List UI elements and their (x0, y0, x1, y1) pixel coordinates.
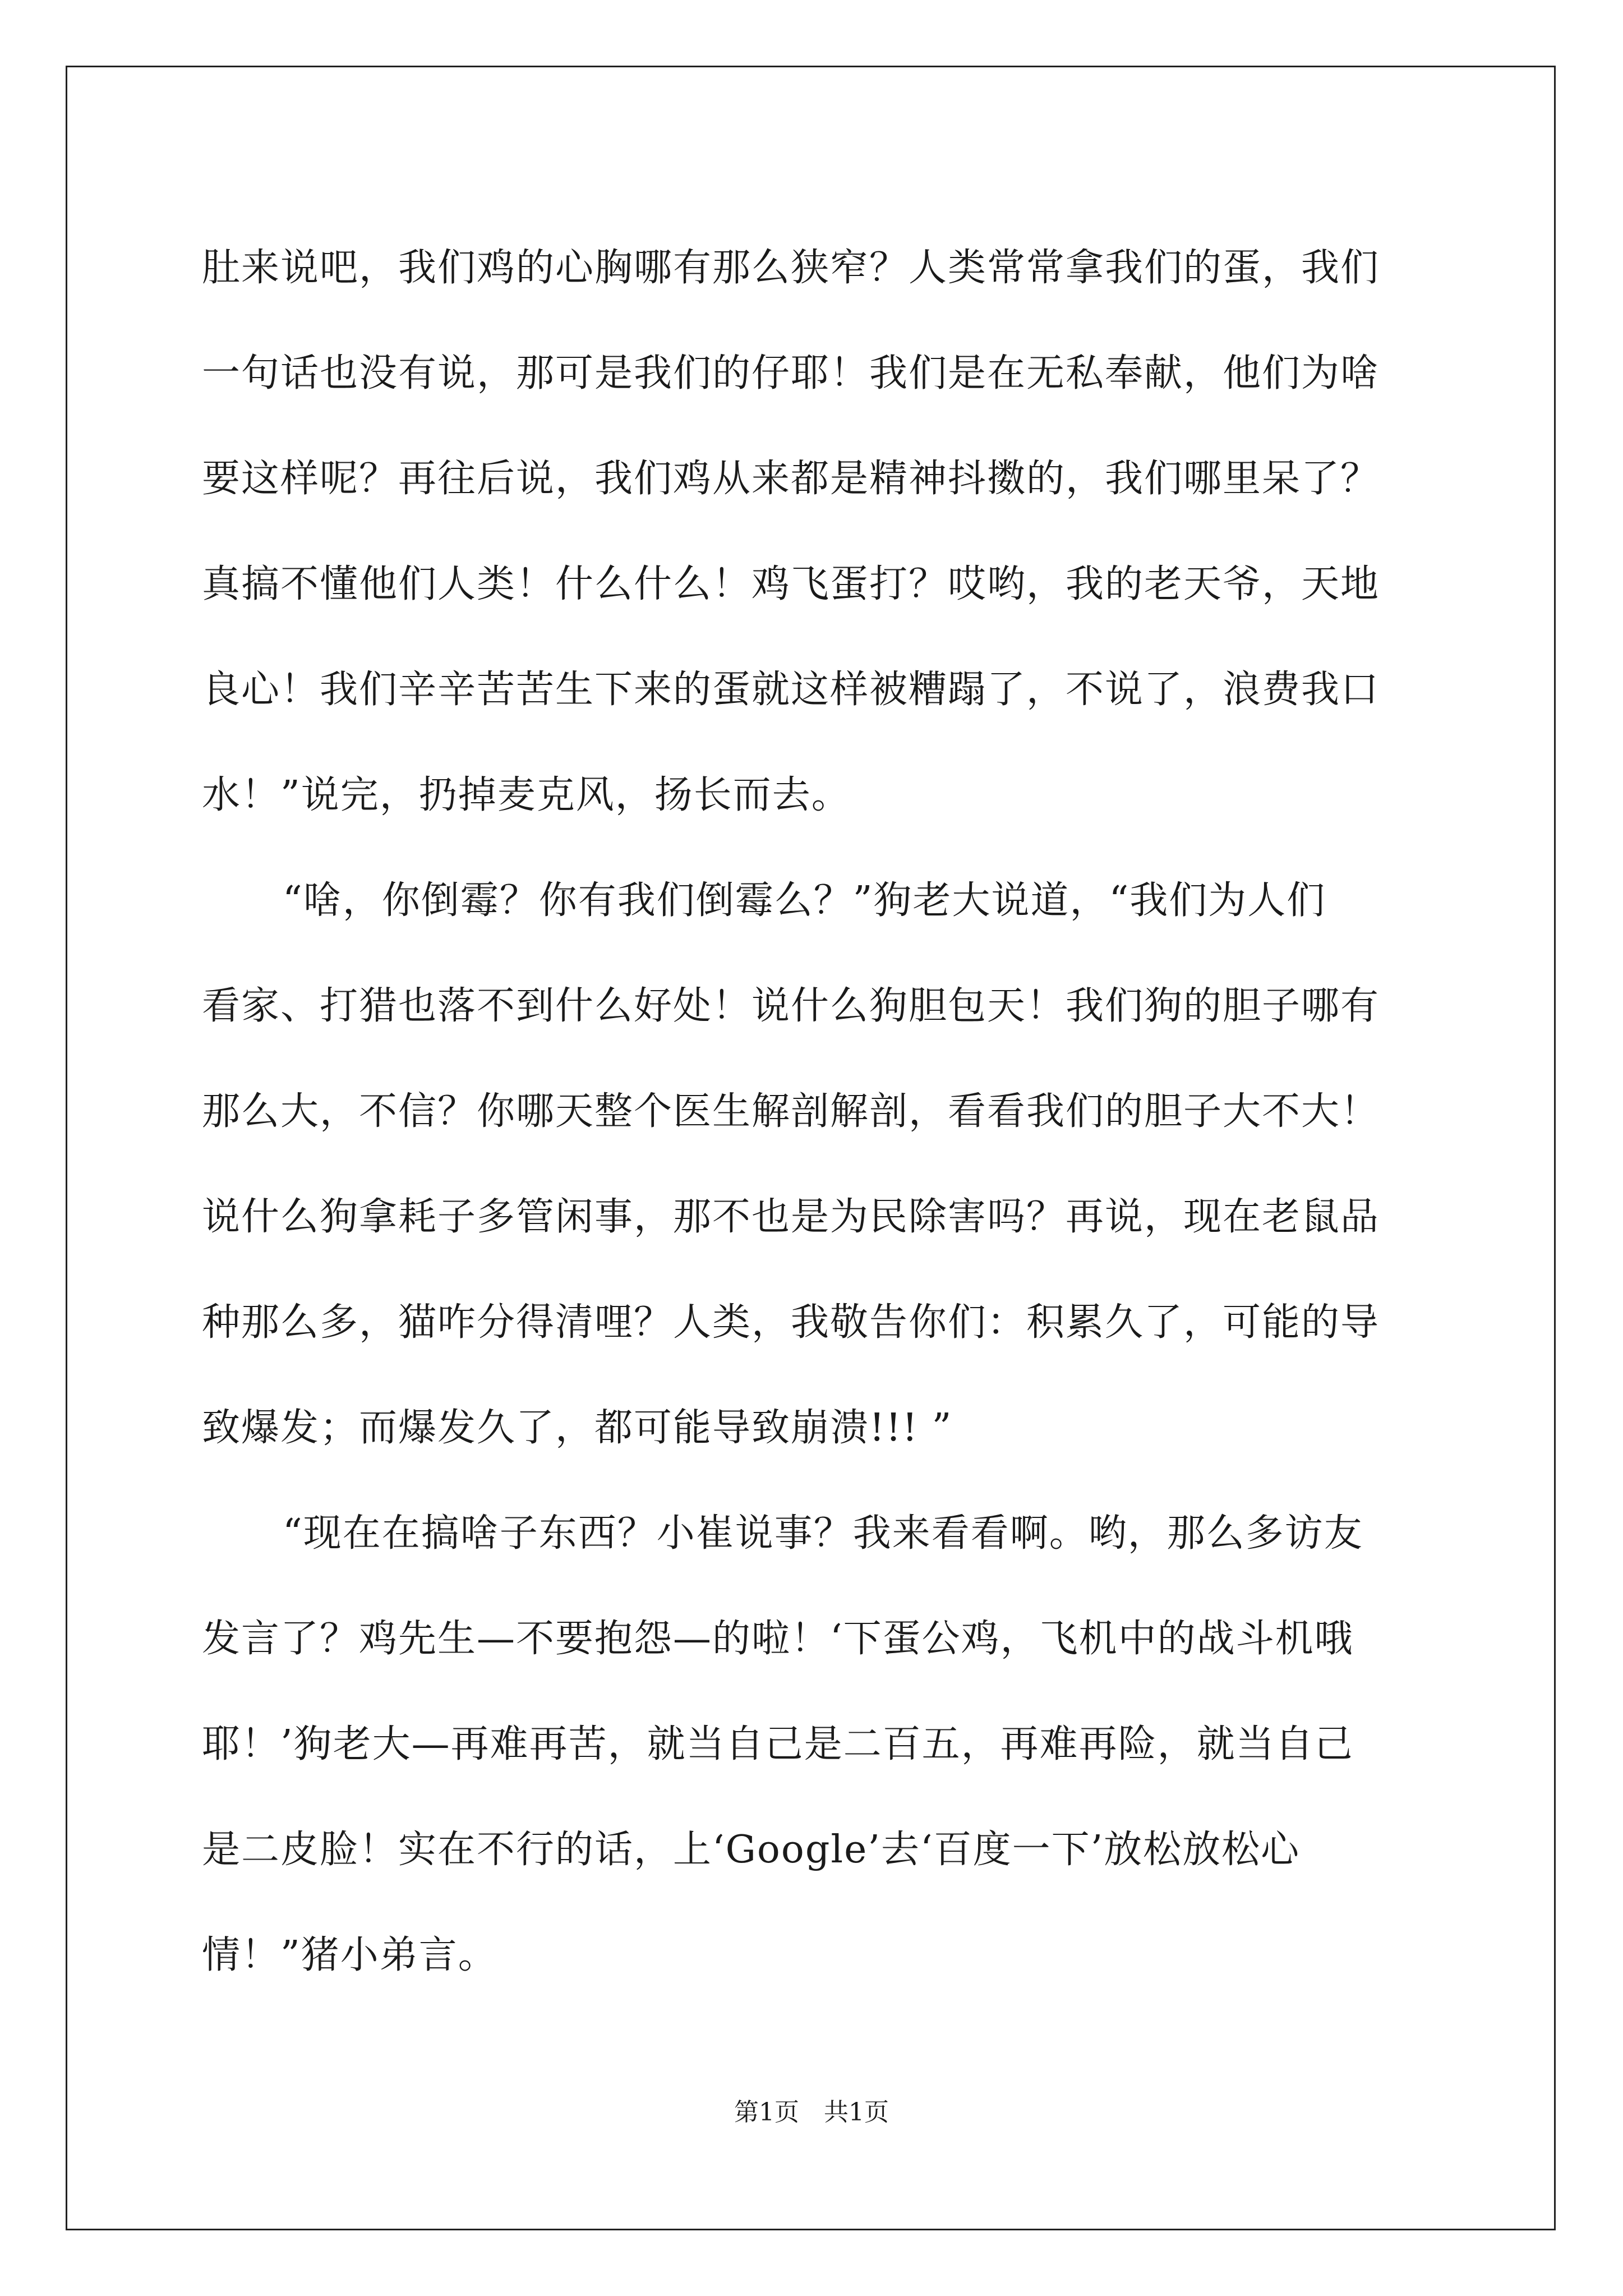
page-number-label: 第1页 共1页 (734, 2098, 889, 2127)
text-line: 情！”猪小弟言。 (202, 1933, 497, 1977)
text-line: 良心！我们辛辛苦苦生下来的蛋就这样被糟蹋了，不说了，浪费我口 (202, 668, 1380, 712)
text-line: 要这样呢？再往后说，我们鸡从来都是精神抖擞的，我们哪里呆了？ (202, 457, 1380, 501)
text-line: 一句话也没有说，那可是我们的仔耶！我们是在无私奉献，他们为啥 (202, 351, 1380, 395)
document-body (202, 215, 1436, 2008)
text-line: 致爆发；而爆发久了，都可能导致崩溃!!! ” (202, 1406, 953, 1450)
text-line: 种那么多，猫咋分得清哩？人类，我敬告你们：积累久了，可能的导 (202, 1300, 1380, 1345)
text-line: 水！”说完，扔掉麦克风，扬长而去。 (202, 773, 851, 817)
text-line: 发言了？鸡先生—不要抱怨—的啦！‘下蛋公鸡，飞机中的战斗机哦 (202, 1617, 1354, 1661)
text-line: 真搞不懂他们人类！什么什么！鸡飞蛋打？哎哟，我的老天爷，天地 (202, 562, 1380, 606)
text-line: “啥，你倒霉？你有我们倒霉么？”狗老大说道，“我们为人们 (283, 878, 1326, 923)
text-line: 那么大，不信？你哪天整个医生解剖解剖，看看我们的胆子大不大！ (202, 1089, 1380, 1134)
text-line: 看家、打猎也落不到什么好处！说什么狗胆包天！我们狗的胆子哪有 (202, 984, 1380, 1028)
text-line: “现在在搞啥子东西？小崔说事？我来看看啊。哟，那么多访友 (283, 1511, 1363, 1556)
page-footer (0, 2096, 1623, 2129)
text-line: 肚来说吧，我们鸡的心胸哪有那么狭窄？人类常常拿我们的蛋，我们 (202, 246, 1380, 290)
text-line: 是二皮脸！实在不行的话，上‘Google’去‘百度一下’放松放松心 (202, 1828, 1301, 1872)
text-line: 说什么狗拿耗子多管闲事，那不也是为民除害吗？再说，现在老鼠品 (202, 1195, 1380, 1239)
text-line: 耶！’狗老大—再难再苦，就当自己是二百五，再难再险，就当自己 (202, 1722, 1354, 1766)
